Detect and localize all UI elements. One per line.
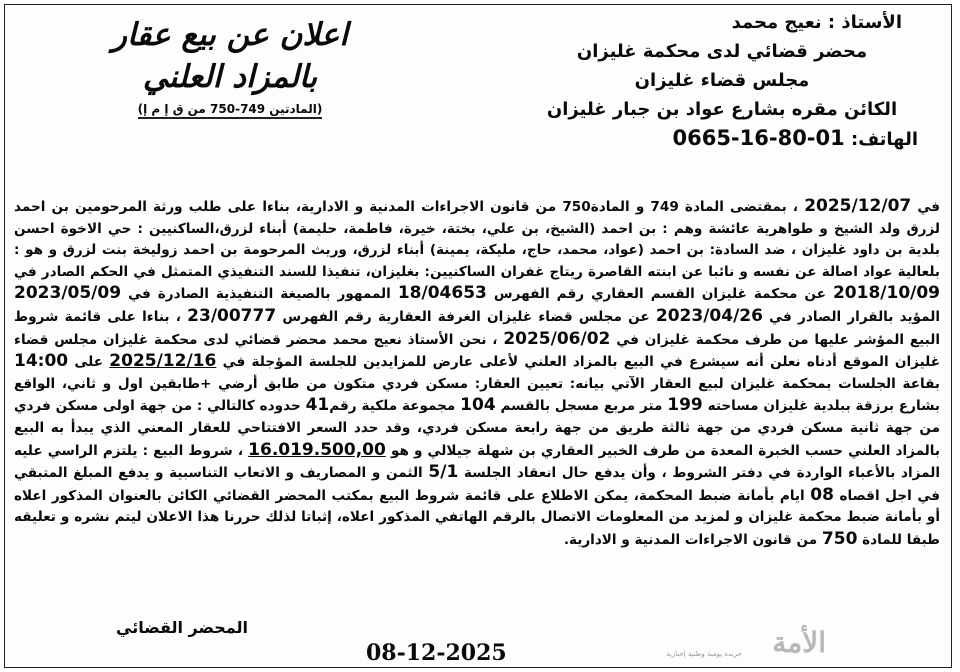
- body-part-3: الممهور بالصيغة التنفيذية الصادرة في: [128, 286, 391, 303]
- phone-label: الهاتف:: [851, 129, 918, 150]
- body-part-1: ، بمقتضى المادة 749 و المادة750 من قانون الاجراءات المدنية و الادارية، بناءا على طلب ورثة المرحومين بن احمد لزرق ولد الشيخ و طواهرية عائشة وهم : بن احمد (الشيخ، بن علي، بختة، خيرة، فاطمة، حليمة) أبناء لزرق،الساكنيين : حي الاخوة احسن بلدية بن داود غليزان ، ضد السادة: بن احمد (عواد، محمد، حاج، مليكة، يمينة) أبناء لزرق، وريث المرحومة بن احمد زوليخة بنت لزرق و هو : بلعالية عواد اصالة عن نفسه و نائبا عن ابنته القاصرة ريتاج غفران الساكنيين: بغليزان، تنفيذا للسند التنفيذي المتمثل في الحكم الصادر في: [14, 199, 940, 280]
- judgment-date: 2018/10/09: [832, 283, 941, 304]
- body-part-7: ، نحن الأستاذ نعيج محمد محضر قضائي لدى محكمة غليزان مجلس قضاء غليزان الموقع أدناه نعلن أنه سيشرع في البيع بالمزاد العلني لأعلى عارض للمزايدين للجلسة المؤجلة في: [14, 331, 941, 371]
- session-time: 14:00: [14, 351, 69, 372]
- title-articles: (المادتين 749-750 من ق إ م إ): [138, 102, 323, 119]
- office-court: محضر قضائي لدى محكمة غليزان: [576, 41, 868, 62]
- body-part-16: من قانون الاجراءات المدنية و الادارية.: [563, 531, 818, 548]
- body-part-2: عن محكمة غليزان القسم العقاري رقم الفهرس: [493, 286, 826, 303]
- payment-fraction: 5/1: [428, 462, 459, 483]
- body-part-8: على: [74, 354, 103, 371]
- newspaper-logo-mark: الأمة: [772, 626, 826, 659]
- opening-price: 16.019.500,00: [248, 439, 386, 460]
- exec-date: 2023/05/09: [14, 283, 122, 304]
- body-part-9: بقاعة الجلسات بمحكمة غليزان لبيع العقار الآتي بيانه: تعيين العقار: مسكن فردي متكون من طابق أرضي +طابقين اول و ثاني، الواقع بشارع برزقة ببلدية غليزان مساحته: [14, 375, 941, 415]
- notice-body: في 2025/12/07 ، بمقتضى المادة 749 و المادة750 من قانون الاجراءات المدنية و الادارية، بناءا على طلب ورثة المرحومين بن احمد لزرق ولد الشيخ و طواهرية عائشة وهم : بن احمد (الشيخ، بن علي، بختة، خيرة، فاطمة، حليمة) أبناء لزرق،الساكنيين : حي الاخوة احسن بلدية بن داود غليزان ، ضد السادة: بن احمد (عواد، محمد، حاج، مليكة، يمينة) أبناء لزرق، وريث المرحومة بن احمد زوليخة بنت لزرق و هو : بلعالية عواد اصالة عن نفسه و نائبا عن ابنته القاصرة ريتاج غفران الساكنيين: بغليزان، تنفيذا للسند التنفيذي المتمثل في الحكم الصادر في 2018/10/09 عن محكمة غليزان القسم العقاري رقم الفهرس 18/04653 الممهور بالصيغة التنفيذية الصادرة في 2023/05/09 المؤيد بالقرار الصادر في 2023/04/26 عن مجلس قضاء غليزان الغرفة العقارية رقم الفهرس 23/00777 ، بناءا على قائمة شروط البيع المؤشر عليها من طرف محكمة غليزان في 2025/06/02 ، نحن الأستاذ نعيج محمد محضر قضائي لدى محكمة غليزان مجلس قضاء غليزان الموقع أدناه نعلن أنه سيشرع في البيع بالمزاد العلني لأعلى عارض للمزايدين للجلسة المؤجلة في 2025/12/16 على 14:00 بقاعة الجلسات بمحكمة غليزان لبيع العقار الآتي بيانه: تعيين العقار: مسكن فردي متكون من طابق أرضي +طابقين اول و ثاني، الواقع بشارع برزقة ببلدية غليزان مساحته 199 متر مربع مسجل بالقسم 104 مجموعة ملكية رقم41 حدوده كالتالي : من جهة اولى مسكن فردي من جهة ثانية مسكن فردي من جهة ثالثة طريق من جهة رابعة مسكن فردي، وقد حدد السعر الافتتاحي للعقار المعني الذي يبدأ به البيع بالمزاد العلني حسب الخبرة المعدة من طرف الخبير العقاري بن شهلة جيلالي و هو 16.019.500,00 ، شروط البيع : يلتزم الراسي عليه المزاد بالأعباء الواردة في دفتر الشروط ، وأن يدفع حال انعقاد الجلسة 5/1 الثمن و المصاريف و الاتعاب التناسبية و يدفع المبلغ المتبقي في اجل اقصاه 08 ايام بأمانة ضبط المحكمة، يمكن الاطلاع على قائمة شروط البيع بمكتب المحضر القضائي الكائن بالعنوان المذكور اعلاه أو بأمانة ضبط محكمة غليزان و لمزيد من المعلومات الاتصال بالرقم الهاتفي المذكور اعلاه، إثباتا لذلك حررنا هذا الاعلان ليتم نشره و تعليقه طبقا للمادة 750 من قانون الاجراءات المدنية و الادارية.: [14, 196, 941, 549]
- body-part-12: حدوده كالتالي : من جهة اولى مسكن فردي من جهة ثانية مسكن فردي من جهة ثالثة طريق من جهة رابعة مسكن فردي، وقد حدد السعر الافتتاحي للعقار المعني الذي يبدأ به البيع بالمزاد العلني حسب الخبرة المعدة من طرف الخبير العقاري بن شهلة جيلالي و هو: [14, 398, 940, 459]
- body-part-11: مجموعة ملكية رقم: [329, 398, 456, 415]
- property-area: 199: [667, 395, 703, 416]
- newspaper-logo-tagline: جريدة يومية وطنية إخبارية: [666, 650, 742, 658]
- notice-title: [60, 14, 400, 119]
- phone-number: 0665-16-80-01: [672, 126, 845, 150]
- date-start: 2025/12/07: [804, 196, 912, 216]
- footer-date: 08-12-2025: [366, 640, 507, 666]
- visa-date: 2025/06/02: [503, 328, 611, 349]
- article-number: 750: [821, 528, 858, 549]
- office-council: مجلس قضاء غليزان: [634, 70, 810, 91]
- body-part-13: ، شروط البيع : يلتزم الراسي عليه المزاد بالأعباء الواردة في دفتر الشروط ، وأن يدفع حال انعقاد الجلسة: [14, 442, 941, 482]
- office-address: الكائن مقره بشارع عواد بن جبار غليزان: [546, 99, 898, 120]
- index-number-1: 18/04653: [397, 283, 487, 304]
- body-part-15: ايام بأمانة ضبط المحكمة، يمكن الاطلاع على قائمة شروط البيع بمكتب المحضر القضائي الكائن بالعنوان المذكور اعلاه أو بأمانة ضبط محكمة غليزان و لمزيد من المعلومات الاتصال بالرقم الهاتفي المذكور اعلاه، إثباتا لذلك حررنا هذا الاعلان ليتم نشره و تعليقه طبقا للمادة: [14, 487, 940, 548]
- body-part-14: الثمن و المصاريف و الاتعاب التناسبية و يدفع المبلغ المتبقي في اجل اقصاه: [14, 465, 940, 504]
- title-line-1: اعلان عن بيع عقار: [112, 17, 348, 53]
- body-part-10: متر مربع مسجل بالقسم: [500, 398, 663, 415]
- body-part-6: ، بناءا على قائمة شروط البيع المؤشر عليها من طرف محكمة غليزان في: [14, 308, 940, 348]
- bailiff-office-header: [502, 8, 942, 154]
- body-part-4: المؤيد بالقرار الصادر في: [769, 308, 940, 325]
- title-line-2: بالمزاد العلني: [142, 59, 318, 95]
- bailiff-name: الأستاذ : نعيج محمد: [731, 12, 902, 33]
- decision-date: 2023/04/26: [655, 305, 763, 326]
- session-date: 2025/12/16: [109, 351, 217, 372]
- body-part-5: عن مجلس قضاء غليزان الغرفة العقارية رقم الفهرس: [282, 308, 650, 325]
- property-lot: 41: [305, 395, 330, 416]
- payment-days: 08: [810, 484, 834, 505]
- index-number-2: 23/00777: [187, 305, 277, 326]
- signature-label: المحضر القضائي: [116, 618, 249, 637]
- newspaper-logo: [666, 626, 826, 666]
- property-section: 104: [460, 395, 496, 416]
- office-phone: [502, 124, 942, 154]
